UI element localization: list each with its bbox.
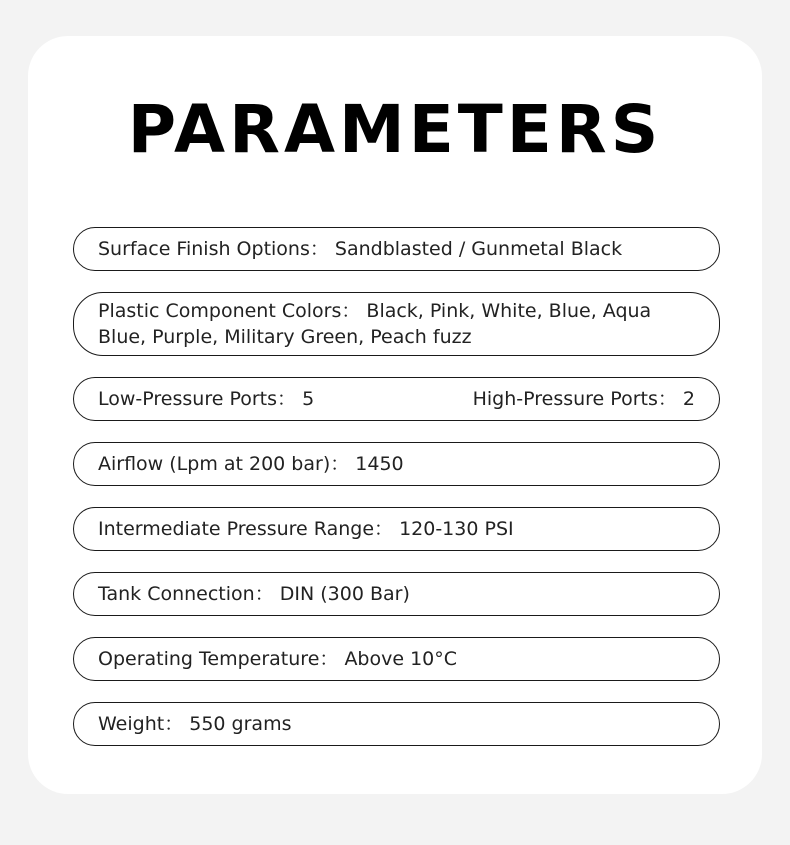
param-label: Weight	[98, 713, 165, 735]
param-separator: ：	[374, 518, 400, 540]
param-value: Above 10°C	[344, 648, 458, 670]
param-value: 2	[682, 388, 695, 410]
param-label: Tank Connection	[98, 583, 255, 605]
param-value: 1450	[355, 453, 404, 475]
page-title: PARAMETERS	[127, 91, 663, 168]
param-label: Surface Finish Options	[98, 238, 310, 260]
param-ports	[73, 377, 720, 421]
param-operating-temperature	[73, 637, 720, 681]
param-separator: ：	[309, 238, 335, 260]
param-separator: ：	[254, 583, 280, 605]
param-text	[98, 298, 695, 350]
param-high-pressure-ports	[473, 386, 695, 412]
param-value: 120-130 PSI	[399, 518, 514, 540]
param-value: Black, Pink, White, Blue, Aqua Blue, Purple, Military Green, Peach fuzz	[98, 300, 652, 348]
param-separator: ：	[341, 300, 367, 322]
param-label: Airflow (Lpm at 200 bar)	[98, 453, 331, 475]
param-value: 550 grams	[189, 713, 292, 735]
param-separator: ：	[164, 713, 190, 735]
param-value: Sandblasted / Gunmetal Black	[334, 238, 623, 260]
param-label: Intermediate Pressure Range	[98, 518, 375, 540]
param-separator: ：	[277, 388, 303, 410]
param-weight	[73, 702, 720, 746]
param-low-pressure-ports	[98, 386, 314, 412]
param-value: DIN (300 Bar)	[279, 583, 410, 605]
param-label: Operating Temperature	[98, 648, 320, 670]
param-separator: ：	[319, 648, 345, 670]
param-intermediate-pressure	[73, 507, 720, 551]
param-label: Plastic Component Colors	[98, 300, 342, 322]
param-airflow	[73, 442, 720, 486]
param-tank-connection	[73, 572, 720, 616]
param-label: Low-Pressure Ports	[98, 388, 278, 410]
param-plastic-colors	[73, 292, 720, 356]
param-label: High-Pressure Ports	[472, 388, 658, 410]
param-surface-finish	[73, 227, 720, 271]
param-value: 5	[302, 388, 315, 410]
param-separator: ：	[657, 388, 683, 410]
param-separator: ：	[330, 453, 356, 475]
